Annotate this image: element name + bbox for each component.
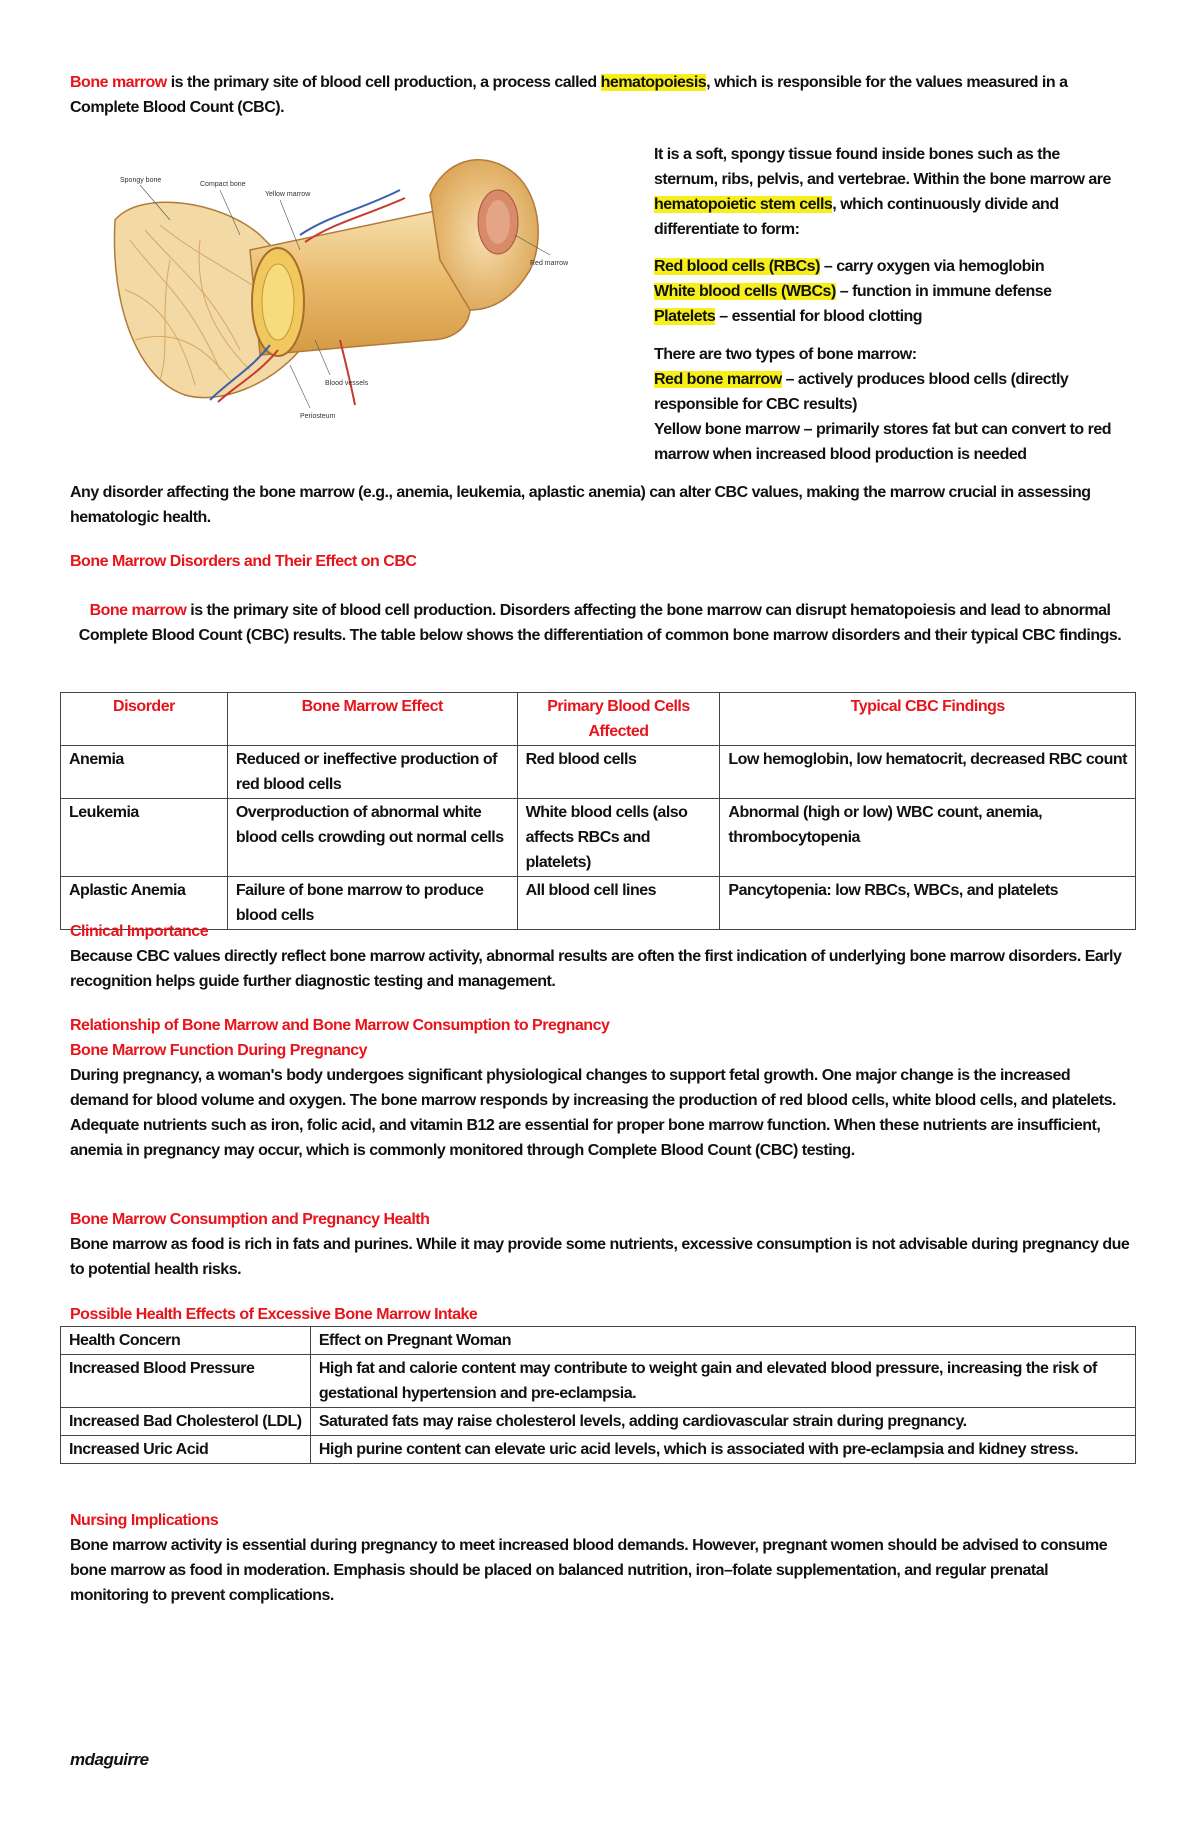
disorders-term: Bone marrow: [89, 602, 187, 619]
pregnancy-paragraph: During pregnancy, a woman's body undergoes significant physiological changes to support fetal growth. One major change is the increased demand for blood volume and oxygen. The bone marrow responds by increasing the production of red blood cells, white blood cells, and platelets. Adequate nutrients such as iron, folic acid, and vitamin B12 are essential for proper bone marrow function. When these nutrients are insufficient, anemia in pregnancy may occur, which is commonly monitored through Complete Blood Count (CBC) testing.: [70, 1067, 1116, 1159]
marrow-types: There are two types of bone marrow: Red bone marrow – actively produces blood cells (directly responsible for CBC results) Yellow bone marrow – primarily stores fat but can convert to red marrow when increased blood production is needed: [654, 346, 1112, 463]
table-row: Increased Bad Cholesterol (LDL) Saturated fats may raise cholesterol levels, adding cardiovascular strain during pregnancy.: [61, 1408, 1136, 1436]
label-periosteum: Periosteum: [300, 413, 336, 420]
stem-cells-highlight: hematopoietic stem cells: [654, 196, 833, 213]
label-compact-bone: Compact bone: [200, 181, 246, 188]
section-heading-pregnancy: Relationship of Bone Marrow and Bone Marrow Consumption to Pregnancy: [70, 1017, 610, 1034]
cell-types-list: Red blood cells (RBCs) – carry oxygen via hemoglobin White blood cells (WBCs) – function in immune defense Platelets – essential for blood clotting: [654, 258, 1052, 325]
section-heading-effects: Possible Health Effects of Excessive Bone Marrow Intake: [70, 1306, 478, 1323]
section-heading-consumption: Bone Marrow Consumption and Pregnancy Health: [70, 1211, 430, 1228]
col-primary-cells: Primary Blood Cells Affected: [517, 693, 720, 746]
disorders-intro: Bone marrow is the primary site of blood cell production. Disorders affecting the bone marrow can disrupt hematopoiesis and lead to abnormal Complete Blood Count (CBC) results. The table below shows the differentiation of common bone marrow disorders and their typical CBC findings.: [78, 602, 1122, 644]
section-heading-nursing: Nursing Implications: [70, 1512, 219, 1529]
footer-author: mdaguirre: [70, 1750, 149, 1769]
red-marrow-highlight: Red bone marrow: [654, 371, 782, 388]
label-spongy-bone: Spongy bone: [120, 177, 162, 184]
col-effect: Effect on Pregnant Woman: [310, 1327, 1135, 1355]
rbc-highlight: Red blood cells (RBCs): [654, 258, 820, 275]
wbc-highlight: White blood cells (WBCs): [654, 283, 836, 300]
nursing-paragraph: Bone marrow activity is essential during pregnancy to meet increased blood demands. However, pregnant women should be advised to consume bone marrow as food in moderation. Emphasis should be placed on balanced nutrition, iron–folate supplementation, and regular prenatal monitoring to prevent complications.: [70, 1537, 1108, 1604]
col-cbc-findings: Typical CBC Findings: [720, 693, 1136, 746]
table-row: Anemia Reduced or ineffective production of red blood cells Red blood cells Low hemoglobin, low hematocrit, decreased RBC count: [61, 746, 1136, 799]
yellow-marrow-text: Yellow bone marrow – primarily stores fat but can convert to red marrow when increased blood production is needed: [654, 421, 1112, 463]
intro-highlight: hematopoiesis: [600, 74, 707, 91]
label-blood-vessels: Blood vessels: [325, 380, 369, 387]
disorder-paragraph: Any disorder affecting the bone marrow (e.g., anemia, leukemia, aplastic anemia) can alter CBC values, making the marrow crucial in assessing hematologic health.: [70, 484, 1091, 526]
table-row: Increased Uric Acid High purine content can elevate uric acid levels, which is associated with pre-eclampsia and kidney stress.: [61, 1436, 1136, 1464]
clinical-paragraph: Because CBC values directly reflect bone marrow activity, abnormal results are often the first indication of underlying bone marrow disorders. Early recognition helps guide further diagnostic testing and management.: [70, 948, 1122, 990]
platelets-highlight: Platelets: [654, 308, 716, 325]
consumption-paragraph: Bone marrow as food is rich in fats and purines. While it may provide some nutrients, excessive consumption is not advisable during pregnancy due to potential health risks.: [70, 1236, 1130, 1278]
disorders-table: [60, 692, 1136, 930]
table-header-row: [61, 693, 1136, 746]
label-red-marrow: Red marrow: [530, 260, 569, 267]
effects-table: [60, 1326, 1136, 1464]
subheading-marrow-function: Bone Marrow Function During Pregnancy: [70, 1042, 368, 1059]
section-heading-disorders: Bone Marrow Disorders and Their Effect on CBC: [70, 553, 417, 570]
col-health-concern: Health Concern: [61, 1327, 311, 1355]
intro-paragraph: Bone marrow is the primary site of blood cell production, a process called hematopoiesis, which is responsible for the values measured in a Complete Blood Count (CBC).: [70, 74, 1068, 116]
col-bone-marrow-effect: Bone Marrow Effect: [227, 693, 517, 746]
section-heading-clinical: Clinical Importance: [70, 923, 209, 940]
table-header-row: [61, 1327, 1136, 1355]
col-disorder: Disorder: [61, 693, 228, 746]
bone-anatomy-illustration: [100, 140, 580, 430]
table-row: Increased Blood Pressure High fat and calorie content may contribute to weight gain and elevated blood pressure, increasing the risk of gestational hypertension and pre-eclampsia.: [61, 1355, 1136, 1408]
label-yellow-marrow: Yellow marrow: [265, 191, 311, 198]
intro-term: Bone marrow: [70, 74, 167, 91]
side-description: It is a soft, spongy tissue found inside bones such as the sternum, ribs, pelvis, and vertebrae. Within the bone marrow are hematopoietic stem cells, which continuously divide and differentiate to form:: [654, 146, 1111, 238]
table-row: Aplastic Anemia Failure of bone marrow to produce blood cells All blood cell lines Pancytopenia: low RBCs, WBCs, and platelets: [61, 877, 1136, 930]
table-row: Leukemia Overproduction of abnormal white blood cells crowding out normal cells White blood cells (also affects RBCs and platelets) Abnormal (high or low) WBC count, anemia, thrombocytopenia: [61, 799, 1136, 877]
